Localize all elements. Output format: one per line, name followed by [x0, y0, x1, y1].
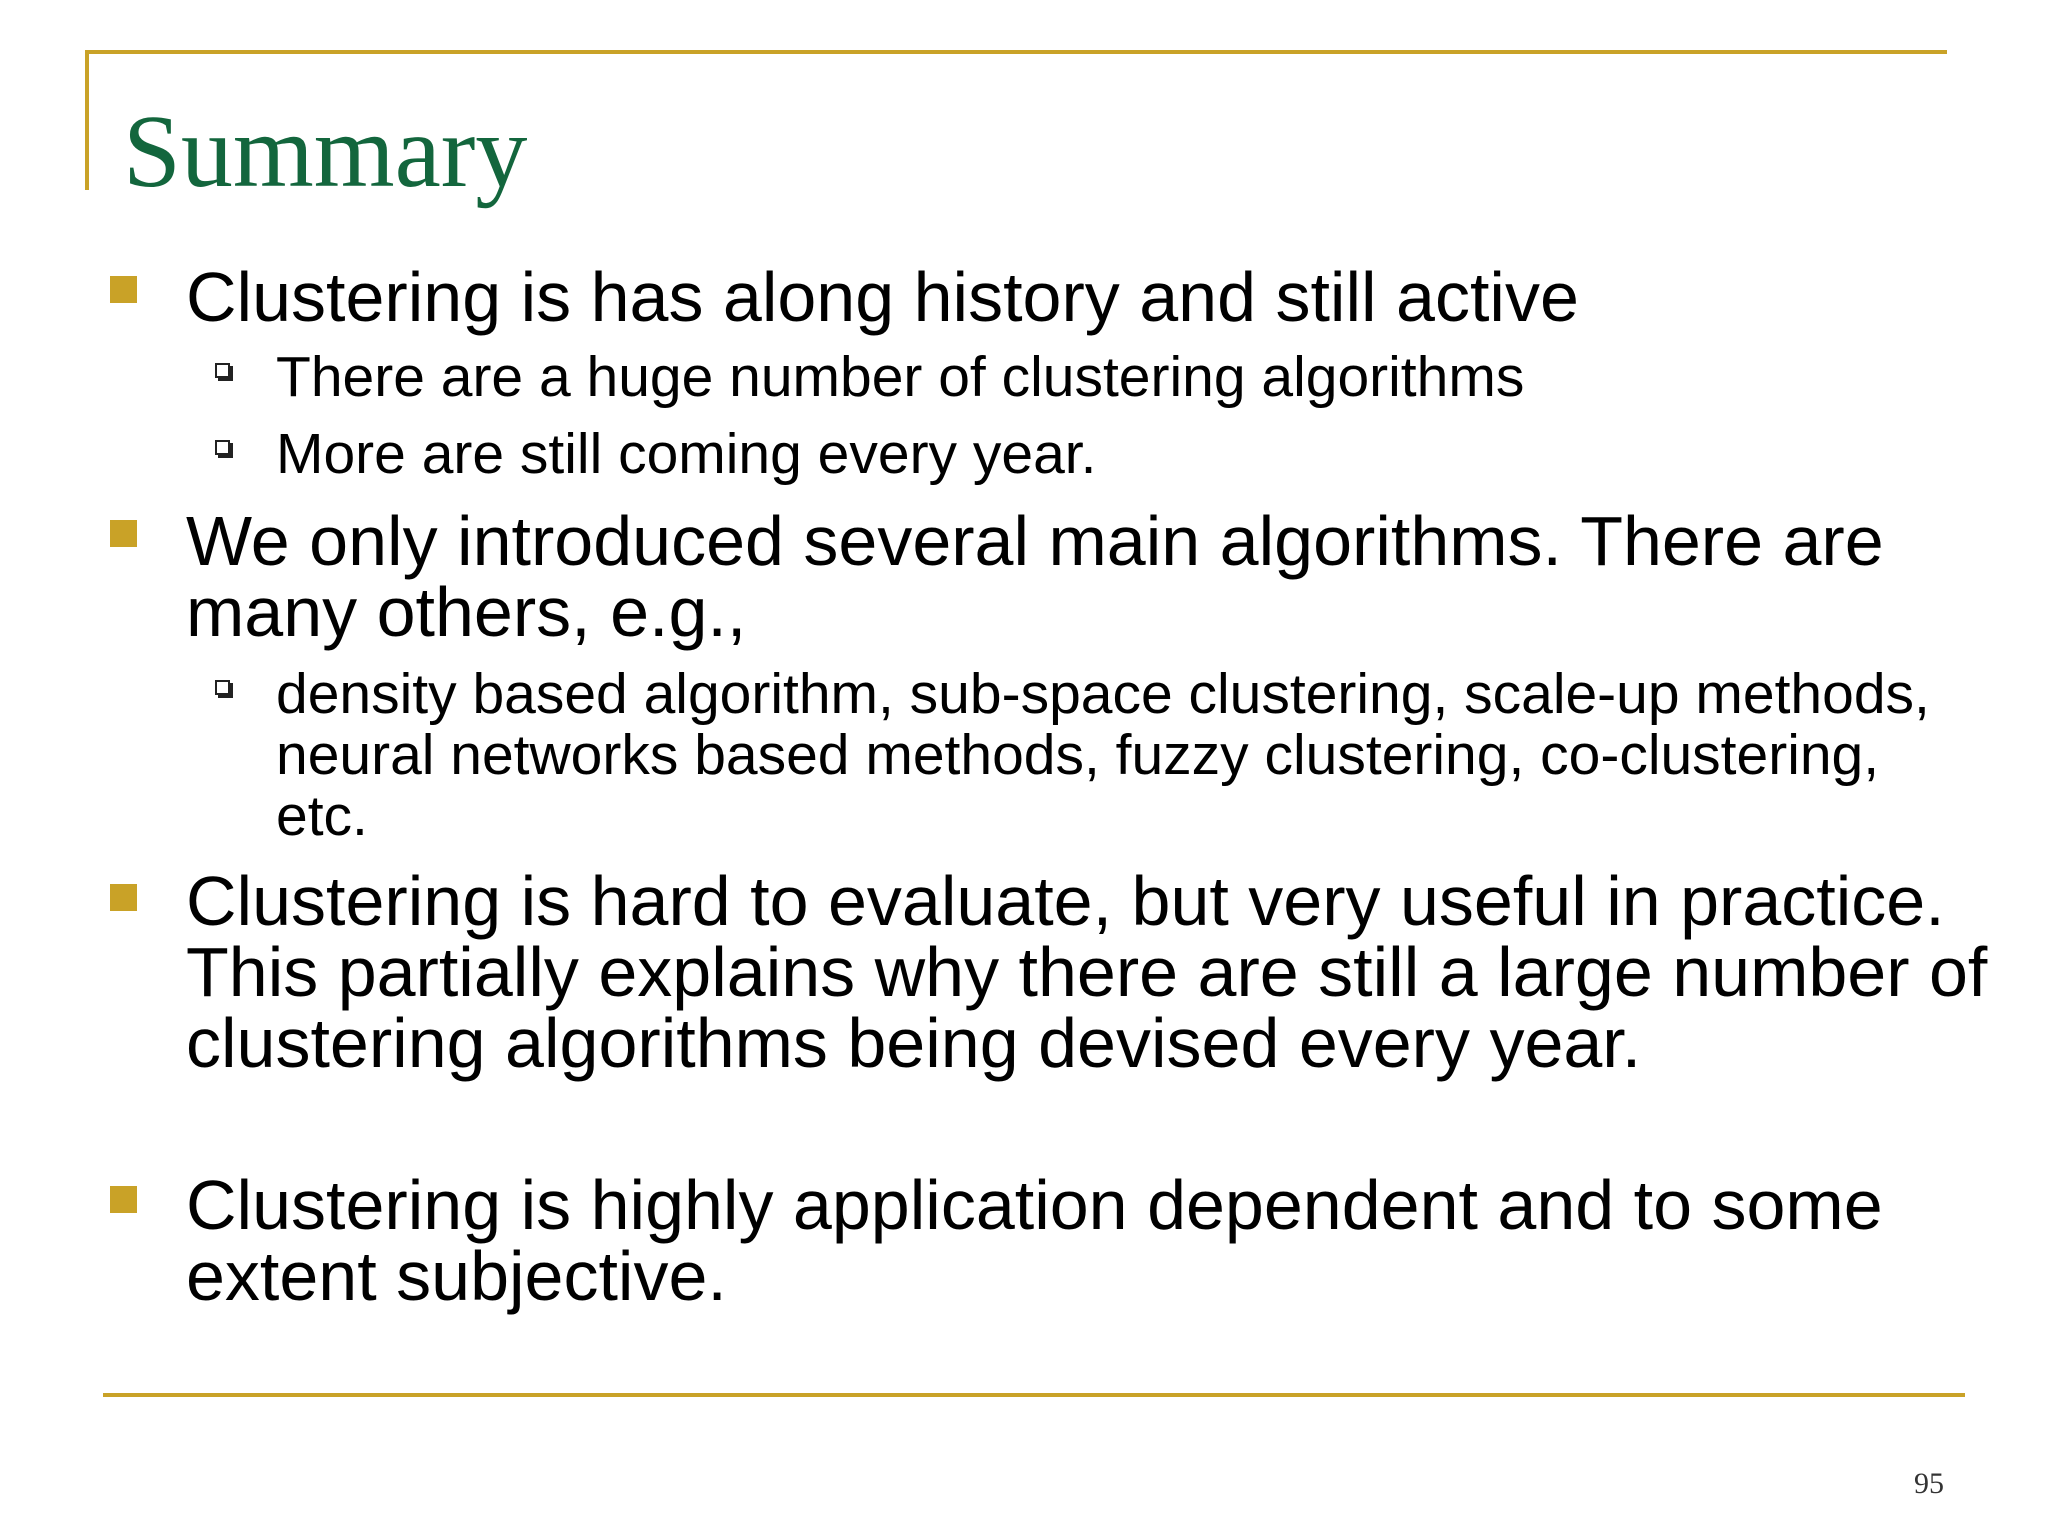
bullet-2-sub-1-text: density based algorithm, sub-space clustering, scale-up methods, neural networks based methods, fuzzy clustering, co-clustering, etc.	[276, 662, 1930, 848]
hollow-square-bullet-icon	[215, 680, 230, 695]
bullet-1-sub-2-text: More are still coming every year.	[276, 422, 1097, 486]
top-border-line	[85, 50, 1947, 54]
bullet-2-text: We only introduced several main algorithms. There are many others, e.g.,	[186, 502, 1884, 651]
bullet-3-text: Clustering is hard to evaluate, but very useful in practice. This partially explains why there are still a large number of clustering algorithms being devised every year.	[186, 862, 1988, 1082]
bullet-1-text: Clustering is has along history and still active	[186, 258, 1579, 336]
square-bullet-icon	[110, 276, 137, 303]
bullet-4-text: Clustering is highly application dependent and to some extent subjective.	[186, 1166, 1883, 1315]
hollow-square-bullet-icon	[215, 440, 230, 455]
square-bullet-icon	[110, 884, 137, 911]
left-border-line	[85, 50, 89, 190]
slide-title: Summary	[123, 94, 528, 209]
hollow-square-bullet-icon	[215, 363, 230, 378]
bottom-border-line	[103, 1393, 1965, 1397]
square-bullet-icon	[110, 520, 137, 547]
square-bullet-icon	[110, 1186, 137, 1213]
bullet-1-sub-1-text: There are a huge number of clustering algorithms	[276, 345, 1525, 409]
page-number: 95	[1914, 1467, 1944, 1500]
